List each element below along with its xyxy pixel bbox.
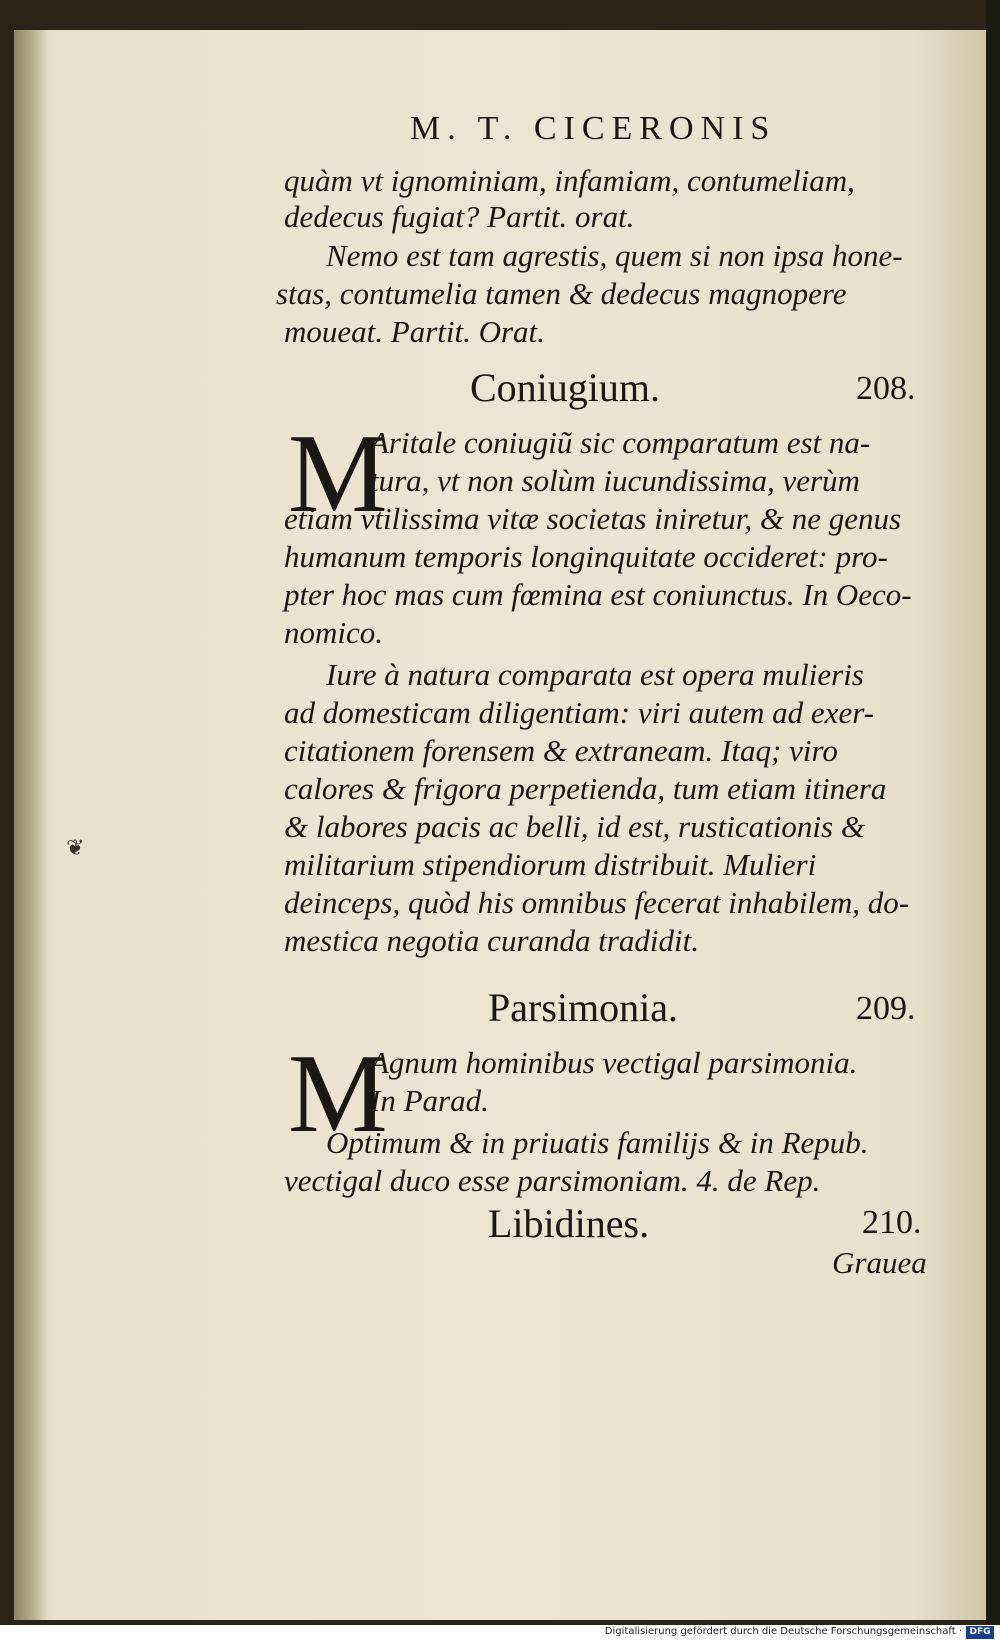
- text-line: calores & frigora perpetienda, tum etiam itinera: [284, 771, 887, 806]
- footer-credit: Digitalisierung gefördert durch die Deutsche Forschungsgemeinschaft ·: [604, 1626, 962, 1637]
- section-title-coniugium: Coniugium.: [470, 365, 661, 410]
- text-line: etiam vtilissima vitæ societas iniretur, & ne genus: [284, 501, 902, 536]
- section-number-libidines: 210.: [862, 1204, 922, 1241]
- text-line: Optimum & in priuatis familijs & in Repub.: [326, 1125, 869, 1160]
- section-title-parsimonia: Parsimonia.: [488, 985, 678, 1030]
- text-line: Agnum hominibus vectigal parsimonia.: [370, 1045, 858, 1080]
- text-line: stas, contumelia tamen & dedecus magnopere: [276, 276, 847, 311]
- dfg-logo: DFG: [966, 1626, 994, 1639]
- catchword: Grauea: [832, 1245, 927, 1280]
- text-line: pter hoc mas cum fœmina est coniunctus. In Oeco-: [284, 577, 912, 612]
- running-head: M. T. CICERONIS: [410, 110, 777, 147]
- text-line: Nemo est tam agrestis, quem si non ipsa hone-: [326, 238, 903, 273]
- text-line: Aritale coniugiũ sic comparatum est na-: [370, 425, 871, 460]
- drop-capital: M: [288, 412, 388, 536]
- text-line: moueat. Partit. Orat.: [284, 314, 545, 349]
- text-line: citationem forensem & extraneam. Itaq; viro: [284, 733, 838, 768]
- drop-capital: M: [288, 1032, 388, 1156]
- ink-mark: ❦: [66, 836, 85, 861]
- text-line: dedecus fugiat? Partit. orat.: [284, 199, 635, 234]
- text-line: & labores pacis ac belli, id est, rusticationis &: [284, 809, 865, 844]
- text-line: Iure à natura comparata est opera mulieris: [326, 657, 864, 692]
- page-gutter-shadow: [14, 30, 48, 1620]
- text-line: humanum temporis longinquitate occideret: pro-: [284, 539, 888, 574]
- text-line: In Parad.: [370, 1083, 489, 1118]
- text-line: militarium stipendiorum distribuit. Mulieri: [284, 847, 817, 882]
- text-line: mestica negotia curanda tradidit.: [284, 923, 700, 958]
- text-line: deinceps, quòd his omnibus fecerat inhabilem, do-: [284, 885, 910, 920]
- text-line: tura, vt non solùm iucundissima, verùm: [370, 463, 860, 498]
- text-line: quàm vt ignominiam, infamiam, contumeliam,: [284, 163, 855, 198]
- page-edge: [986, 0, 1000, 1625]
- section-number-coniugium: 208.: [856, 370, 916, 407]
- text-line: nomico.: [284, 615, 384, 650]
- text-line: ad domesticam diligentiam: viri autem ad exer-: [284, 695, 874, 730]
- text-line: vectigal duco esse parsimoniam. 4. de Rep.: [284, 1163, 821, 1198]
- section-number-parsimonia: 209.: [856, 990, 916, 1027]
- section-title-libidines: Libidines.: [488, 1201, 650, 1246]
